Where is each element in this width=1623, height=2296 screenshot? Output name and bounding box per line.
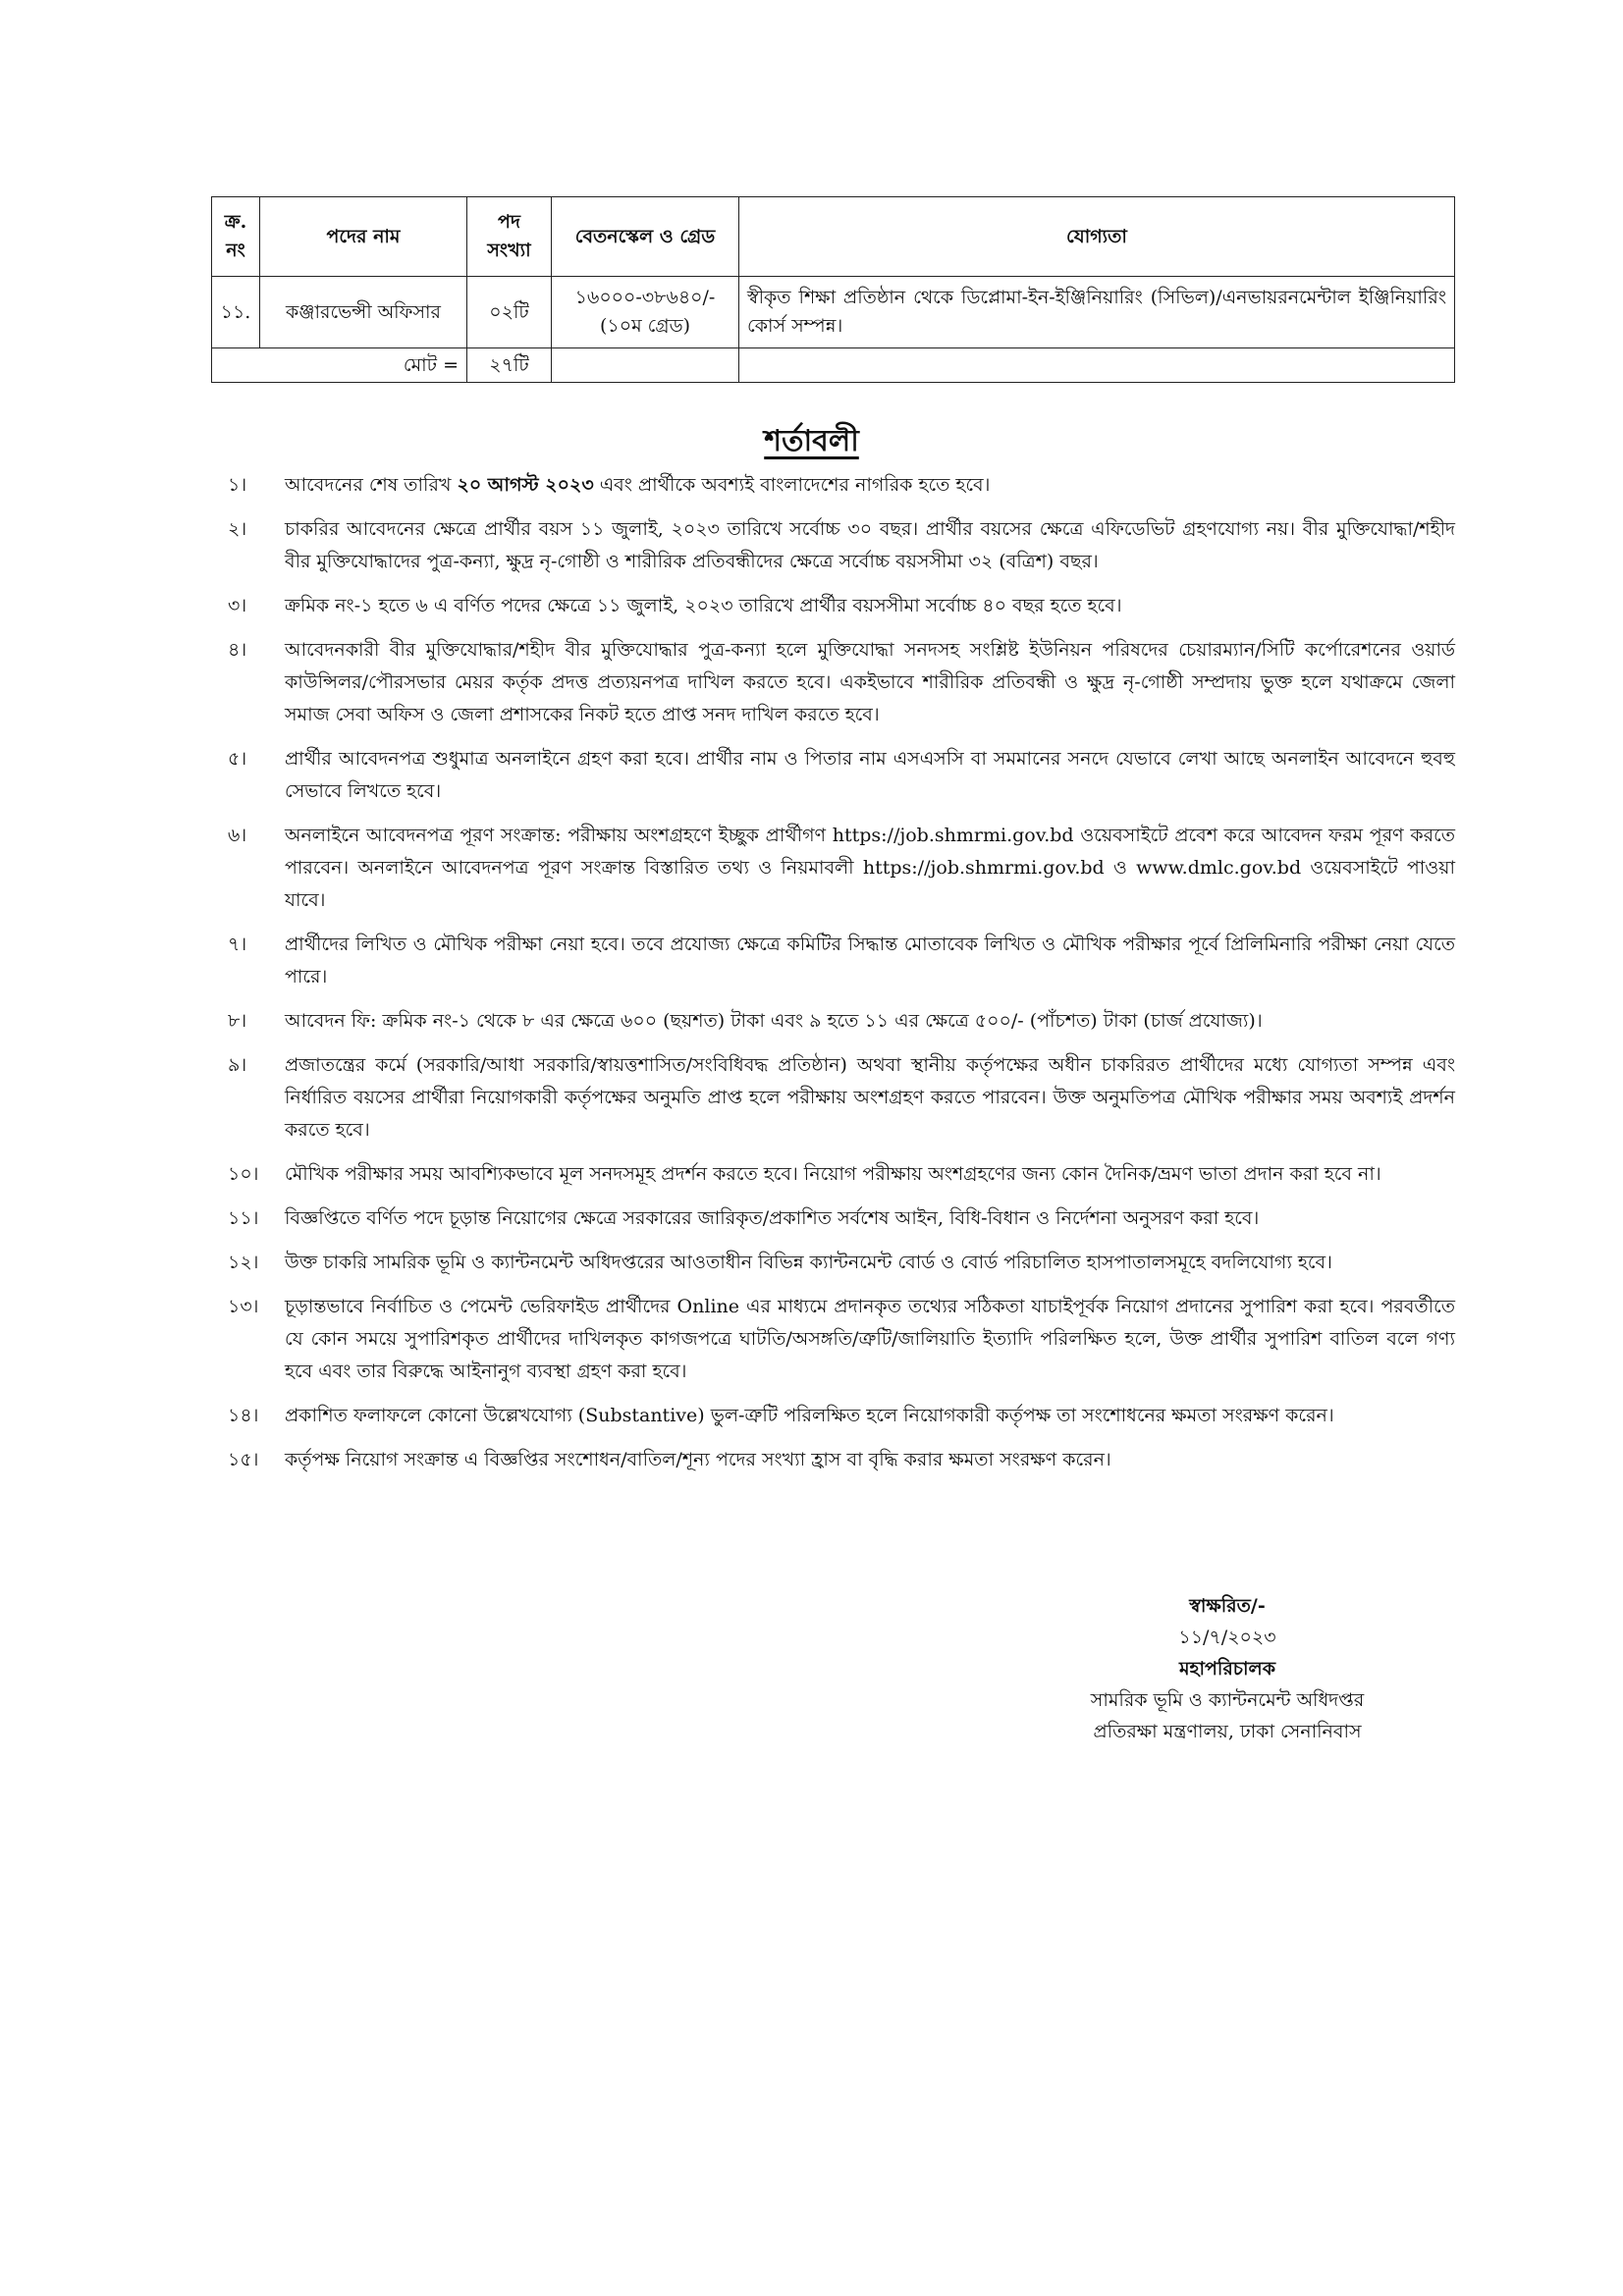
cell-qualification: স্বীকৃত শিক্ষা প্রতিষ্ঠান থেকে ডিপ্লোমা-ইন-ইঞ্জিনিয়ারিং (সিভিল)/এনভায়রনমেন্টাল ইঞ্জিনিয়ারিং কোর্স সম্পন্ন। bbox=[739, 277, 1455, 348]
condition-number: ১০। bbox=[228, 1163, 259, 1185]
condition-text: আবেদনকারী বীর মুক্তিযোদ্ধার/শহীদ বীর মুক্তিযোদ্ধার পুত্র-কন্যা হলে মুক্তিযোদ্ধা সনদসহ সংশ্লিষ্ট ইউনিয়ন পরিষদের চেয়ারম্যান/সিটি কর্পোরেশনের ওয়ার্ড কাউন্সিলর/পৌরসভার মেয়র কর্তৃক প্রদত্ত প্রত্যয়নপত্র দাখিল করতে হবে। একইভাবে শারীরিক প্রতিবন্ধী ও ক্ষুদ্র নৃ-গোষ্ঠী সম্প্রদায় ভুক্ত হলে যথাক্রমে জেলা সমাজ সেবা অফিস ও জেলা প্রশাসকের নিকট হতে প্রাপ্ত সনদ দাখিল করতে হবে। bbox=[285, 639, 1455, 725]
condition-number: ১২। bbox=[228, 1252, 259, 1273]
condition-text: চাকরির আবেদনের ক্ষেত্রে প্রার্থীর বয়স ১১ জুলাই, ২০২৩ তারিখে সর্বোচ্চ ৩০ বছর। প্রার্থীর বয়সের ক্ষেত্রে এফিডেভিট গ্রহণযোগ্য নয়। বীর মুক্তিযোদ্ধা/শহীদ বীর মুক্তিযোদ্ধাদের পুত্র-কন্যা, ক্ষুদ্র নৃ-গোষ্ঠী ও শারীরিক প্রতিবন্ধীদের ক্ষেত্রে সর্বোচ্চ বয়সসীমা ৩২ (বত্রিশ) বছর। bbox=[285, 518, 1455, 572]
condition-text: অনলাইনে আবেদনপত্র পূরণ সংক্রান্ত: পরীক্ষায় অংশগ্রহণে ইচ্ছুক প্রার্থীগণ https://job.shmrmi.gov.bd ওয়েবসাইটে প্রবেশ করে আবেদন ফরম পূরণ করতে পারবেন। অনলাইনে আবেদনপত্র পূরণ সংক্রান্ত বিস্তারিত তথ্য ও নিয়মাবলী https://job.shmrmi.gov.bd ও www.dmlc.gov.bd ওয়েবসাইটে পাওয়া যাবে। bbox=[285, 825, 1455, 911]
cell-post-count: ০২টি bbox=[467, 277, 552, 348]
condition-item bbox=[228, 1202, 1455, 1235]
cell-serial: ১১. bbox=[212, 277, 260, 348]
signed-mark: স্বাক্ষরিত/- bbox=[1189, 1595, 1266, 1617]
conditions-heading: শর্তাবলী bbox=[764, 424, 859, 458]
deadline-date: ২০ আগস্ট ২০২৩ bbox=[457, 474, 594, 496]
condition-item bbox=[228, 1158, 1455, 1191]
condition-text: উক্ত চাকরি সামরিক ভূমি ও ক্যান্টনমেন্ট অধিদপ্তরের আওতাধীন বিভিন্ন ক্যান্টনমেন্ট বোর্ড ও বোর্ড পরিচালিত হাসপাতালসমূহে বদলিযোগ্য হবে। bbox=[285, 1252, 1332, 1273]
condition-number: ৭। bbox=[228, 934, 247, 955]
condition-item bbox=[228, 1291, 1455, 1388]
total-label: মোট = bbox=[212, 348, 467, 383]
condition-item bbox=[228, 1049, 1455, 1147]
condition-number: ৪। bbox=[228, 639, 247, 661]
condition-item bbox=[228, 590, 1455, 622]
cell-pay-scale: ১৬০০০-৩৮৬৪০/- (১০ম গ্রেড) bbox=[552, 277, 739, 348]
total-empty-cell-1 bbox=[552, 348, 739, 383]
condition-text: প্রার্থীর আবেদনপত্র শুধুমাত্র অনলাইনে গ্রহণ করা হবে। প্রার্থীর নাম ও পিতার নাম এসএসসি বা সমমানের সনদে যেভাবে লেখা আছে অনলাইন আবেদনে হুবহু সেভাবে লিখতে হবে। bbox=[285, 748, 1455, 802]
condition-text: মৌখিক পরীক্ষার সময় আবশ্যিকভাবে মূল সনদসমূহ প্রদর্শন করতে হবে। নিয়োগ পরীক্ষায় অংশগ্রহণের জন্য কোন দৈনিক/ভ্রমণ ভাতা প্রদান করা হবে না। bbox=[285, 1163, 1381, 1185]
condition-text: বিজ্ঞপ্তিতে বর্ণিত পদে চূড়ান্ত নিয়োগের ক্ষেত্রে সরকারের জারিকৃত/প্রকাশিত সর্বশেষ আইন, বিধি-বিধান ও নির্দেশনা অনুসরণ করা হবে। bbox=[285, 1207, 1260, 1229]
table-row bbox=[212, 277, 1455, 348]
condition-item bbox=[228, 1247, 1455, 1279]
condition-number: ২। bbox=[228, 518, 247, 540]
condition-text: চূড়ান্তভাবে নির্বাচিত ও পেমেন্ট ভেরিফাইড প্রার্থীদের Online এর মাধ্যমে প্রদানকৃত তথ্যের সঠিকতা যাচাইপূর্বক নিয়োগ প্রদানের সুপারিশ করা হবে। পরবর্তীতে যে কোন সময়ে সুপারিশকৃত প্রার্থীদের দাখিলকৃত কাগজপত্রে ঘাটতি/অসঙ্গতি/ত্রুটি/জালিয়াতি ইত্যাদি পরিলক্ষিত হলে, উক্ত প্রার্থীর সুপারিশ বাতিল বলে গণ্য হবে এবং তার বিরুদ্ধে আইনানুগ ব্যবস্থা গ্রহণ করা হবে। bbox=[285, 1296, 1455, 1382]
condition-item bbox=[228, 1400, 1455, 1432]
condition-item bbox=[228, 469, 1455, 502]
header-post-count: পদ সংখ্যা bbox=[467, 197, 552, 277]
signatory-designation: মহাপরিচালক bbox=[1178, 1658, 1276, 1680]
header-qualification: যোগ্যতা bbox=[739, 197, 1455, 277]
header-post-name: পদের নাম bbox=[260, 197, 467, 277]
condition-text bbox=[285, 469, 1455, 502]
condition-number: ৩। bbox=[228, 595, 247, 616]
condition-number: ১৩। bbox=[228, 1296, 259, 1317]
condition-number: ৬। bbox=[228, 825, 247, 846]
condition-number: ১১। bbox=[228, 1207, 259, 1229]
condition-item bbox=[228, 929, 1455, 993]
signatory-office: সামরিক ভূমি ও ক্যান্টনমেন্ট অধিদপ্তর bbox=[1090, 1689, 1365, 1711]
signature-block bbox=[1051, 1590, 1404, 1747]
table-header-row bbox=[212, 197, 1455, 277]
condition-text: আবেদন ফি: ক্রমিক নং-১ থেকে ৮ এর ক্ষেত্রে ৬০০ (ছয়শত) টাকা এবং ৯ হতে ১১ এর ক্ষেত্রে ৫০০/- (পাঁচশত) টাকা (চার্জ প্রযোজ্য)। bbox=[285, 1010, 1263, 1032]
condition-item bbox=[228, 1005, 1455, 1038]
condition-item bbox=[228, 820, 1455, 917]
condition-number: ১৪। bbox=[228, 1405, 259, 1426]
cell-post-name: কঞ্জারভেন্সী অফিসার bbox=[260, 277, 467, 348]
condition-number: ৯। bbox=[228, 1054, 247, 1076]
signatory-ministry: প্রতিরক্ষা মন্ত্রণালয়, ঢাকা সেনানিবাস bbox=[1093, 1721, 1362, 1742]
condition-text: প্রকাশিত ফলাফলে কোনো উল্লেখযোগ্য (Substantive) ভুল-ত্রুটি পরিলক্ষিত হলে নিয়োগকারী কর্তৃপক্ষ তা সংশোধনের ক্ষমতা সংরক্ষণ করেন। bbox=[285, 1405, 1334, 1426]
condition-text: কর্তৃপক্ষ নিয়োগ সংক্রান্ত এ বিজ্ঞপ্তির সংশোধন/বাতিল/শূন্য পদের সংখ্যা হ্রাস বা বৃদ্ধি করার ক্ষমতা সংরক্ষণ করেন। bbox=[285, 1449, 1111, 1470]
signature-date: ১১/৭/২০২৩ bbox=[1178, 1627, 1276, 1648]
condition-text: ক্রমিক নং-১ হতে ৬ এ বর্ণিত পদের ক্ষেত্রে ১১ জুলাই, ২০২৩ তারিখে প্রার্থীর বয়সসীমা সর্বোচ্চ ৪০ বছর হতে হবে। bbox=[285, 595, 1122, 616]
total-empty-cell-2 bbox=[739, 348, 1455, 383]
condition-number: ১। bbox=[228, 474, 247, 496]
conditions-list bbox=[228, 469, 1455, 1488]
condition-item bbox=[228, 513, 1455, 578]
condition-number: ৫। bbox=[228, 748, 247, 770]
header-pay-scale: বেতনস্কেল ও গ্রেড bbox=[552, 197, 739, 277]
condition-text-pre: আবেদনের শেষ তারিখ bbox=[285, 474, 458, 496]
table-total-row bbox=[212, 348, 1455, 383]
condition-text: প্রার্থীদের লিখিত ও মৌখিক পরীক্ষা নেয়া হবে। তবে প্রযোজ্য ক্ষেত্রে কমিটির সিদ্ধান্ত মোতাবেক লিখিত ও মৌখিক পরীক্ষার পূর্বে প্রিলিমিনারি পরীক্ষা নেয়া যেতে পারে। bbox=[285, 934, 1455, 988]
total-value: ২৭টি bbox=[467, 348, 552, 383]
condition-text-post: এবং প্রার্থীকে অবশ্যই বাংলাদেশের নাগরিক হতে হবে। bbox=[593, 474, 991, 496]
condition-item bbox=[228, 634, 1455, 731]
header-serial: ক্র. নং bbox=[212, 197, 260, 277]
condition-number: ৮। bbox=[228, 1010, 247, 1032]
post-table bbox=[211, 196, 1455, 383]
condition-number: ১৫। bbox=[228, 1449, 259, 1470]
condition-item bbox=[228, 1444, 1455, 1476]
condition-item bbox=[228, 743, 1455, 808]
condition-text: প্রজাতন্ত্রের কর্মে (সরকারি/আধা সরকারি/স্বায়ত্তশাসিত/সংবিধিবদ্ধ প্রতিষ্ঠান) অথবা স্থানীয় কর্তৃপক্ষের অধীন চাকরিরত প্রার্থীদের মধ্যে যোগ্যতা সম্পন্ন এবং নির্ধারিত বয়সের প্রার্থীরা নিয়োগকারী কর্তৃপক্ষের অনুমতি প্রাপ্ত হলে পরীক্ষায় অংশগ্রহণ করতে পারবেন। উক্ত অনুমতিপত্র মৌখিক পরীক্ষার সময় অবশ্যই প্রদর্শন করতে হবে। bbox=[285, 1054, 1455, 1141]
